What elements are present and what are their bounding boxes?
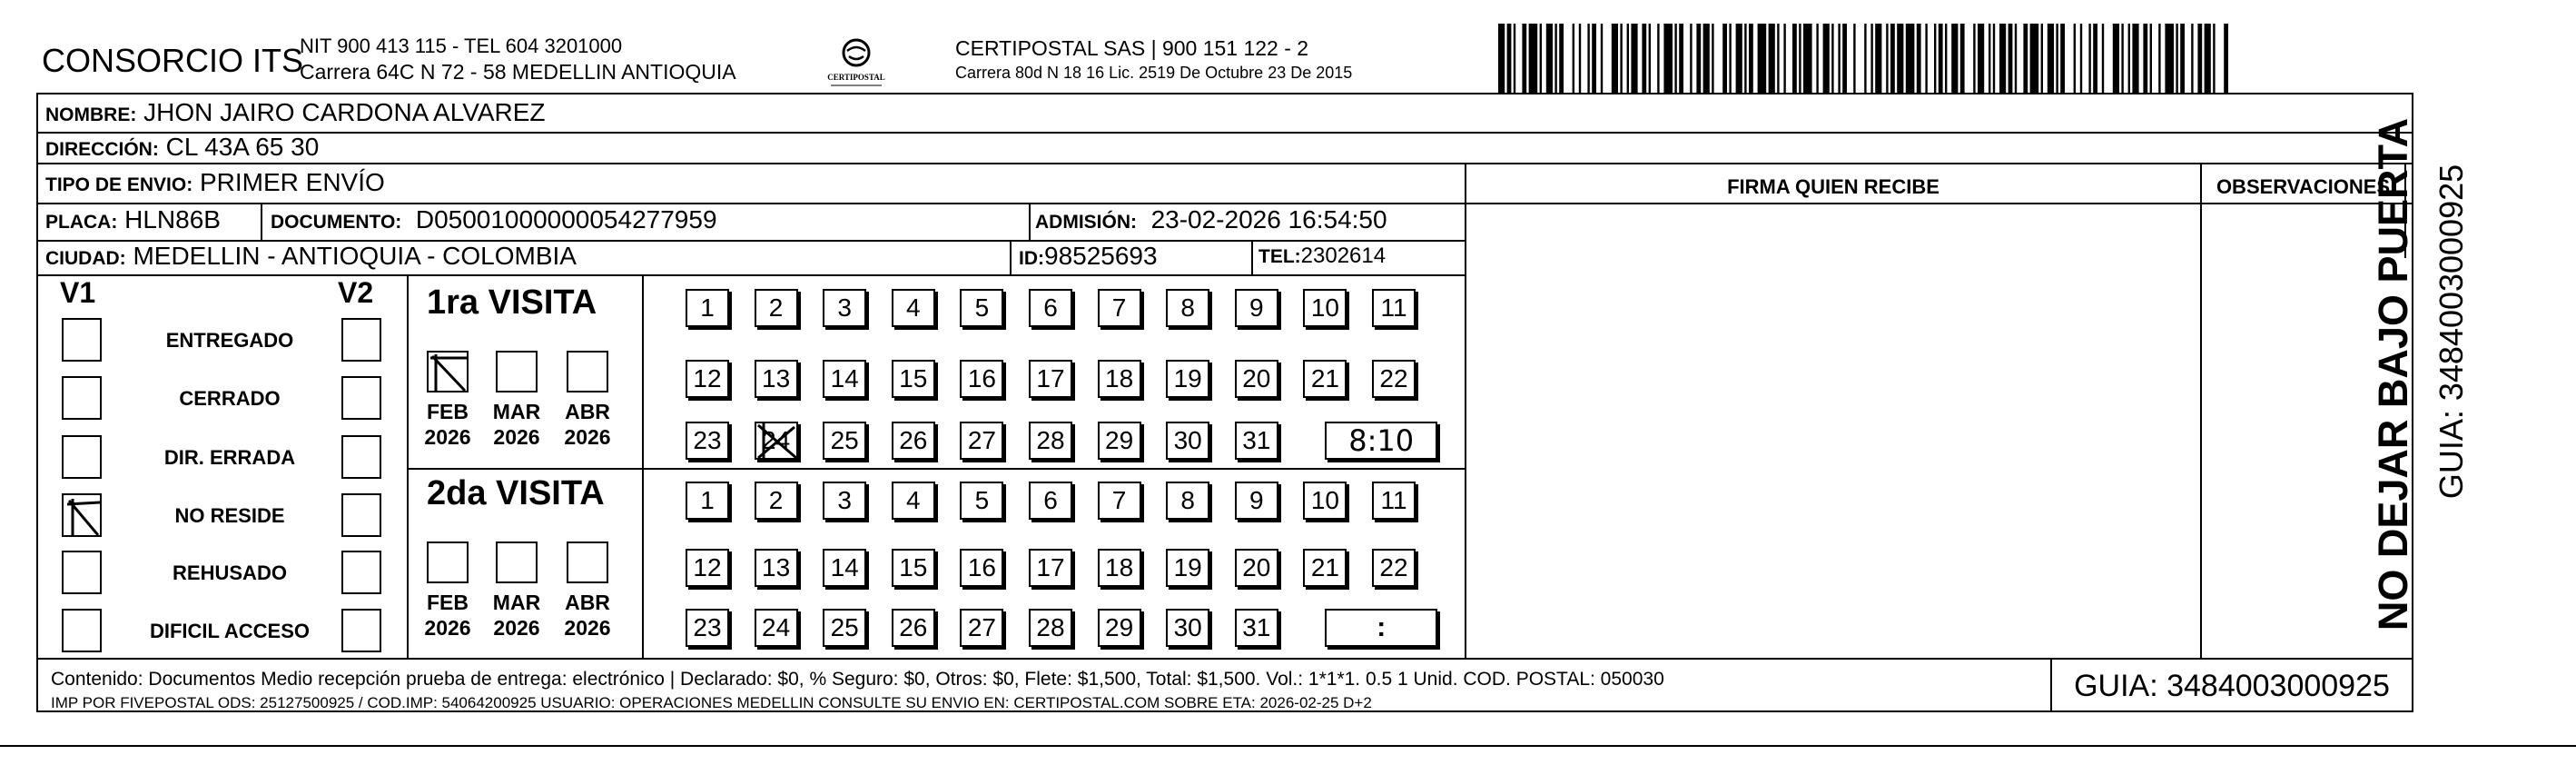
v2-checkbox[interactable] — [341, 609, 381, 652]
day-checkbox[interactable]: 17 — [1029, 549, 1072, 587]
day-checkbox[interactable]: 26 — [892, 422, 935, 460]
barcode-bar — [1875, 24, 1881, 93]
field-tel — [1258, 243, 1386, 269]
barcode-bar — [1799, 24, 1801, 93]
barcode-bar — [2213, 24, 2215, 93]
day-checkbox[interactable]: 2 — [755, 289, 798, 327]
month-label — [487, 590, 547, 641]
day-checkbox[interactable]: 5 — [960, 289, 1003, 327]
firma-heading: FIRMA QUIEN RECIBE — [1727, 175, 1939, 198]
month-year: 2026 — [564, 425, 611, 449]
barcode-bar — [1587, 24, 1589, 93]
day-checkbox[interactable]: 4 — [892, 289, 935, 327]
status-label: NO RESIDE — [174, 504, 285, 527]
field-direccion — [45, 133, 319, 162]
company-nit-phone: NIT 900 413 115 - TEL 604 3201000 — [300, 35, 623, 57]
observaciones-heading: OBSERVACIONES — [2216, 175, 2391, 198]
v1-checkbox[interactable] — [62, 376, 102, 420]
placa-value: HLN86B — [124, 205, 221, 233]
barcode-bar — [2088, 24, 2090, 93]
barcode-bar — [1674, 24, 1676, 93]
day-checkbox[interactable]: 5 — [960, 482, 1003, 520]
second-visit-title: 2da VISITA — [427, 474, 605, 512]
barcode-bar — [1712, 24, 1713, 93]
v2-checkbox[interactable] — [341, 551, 381, 594]
barcode-bar — [1792, 24, 1797, 93]
placa-label: PLACA: — [45, 212, 118, 233]
documento-label: DOCUMENTO: — [271, 212, 402, 233]
barcode-bar — [1498, 24, 1505, 93]
month-checkbox[interactable] — [567, 541, 608, 583]
barcode-bar — [2015, 24, 2017, 93]
day-checkbox[interactable]: 3 — [823, 289, 866, 327]
month-year: 2026 — [493, 425, 540, 449]
admision-value: 23-02-2026 16:54:50 — [1150, 205, 1387, 233]
month-name: ABR — [565, 591, 610, 614]
barcode-bar — [1945, 24, 1947, 93]
barcode-bar — [2008, 24, 2013, 93]
barcode-bar — [1722, 24, 1727, 93]
barcode-bar — [1612, 24, 1618, 93]
month-checkbox[interactable] — [496, 351, 538, 392]
barcode-bar — [2060, 24, 2065, 93]
day-checkbox[interactable]: 27 — [960, 609, 1003, 647]
barcode-bar — [1627, 24, 1629, 93]
month-name: MAR — [492, 400, 541, 423]
direccion-label: DIRECCIÓN: — [45, 139, 159, 160]
day-checkbox[interactable]: 16 — [960, 360, 1003, 398]
day-checkbox[interactable]: 23 — [686, 609, 729, 647]
carrier-name-nit: CERTIPOSTAL SAS | 900 151 122 - 2 — [955, 36, 1309, 60]
day-checkbox[interactable]: 26 — [892, 609, 935, 647]
day-checkbox[interactable]: 20 — [1235, 549, 1278, 587]
ciudad-value: MEDELLIN - ANTIOQUIA - COLOMBIA — [133, 242, 577, 270]
barcode-bar — [1870, 24, 1872, 93]
v2-checkbox[interactable] — [341, 318, 381, 362]
divider — [36, 163, 2413, 164]
day-checkbox[interactable]: 22 — [1372, 360, 1416, 398]
day-checkbox[interactable]: 6 — [1029, 482, 1072, 520]
day-checkbox[interactable]: 31 — [1235, 422, 1278, 460]
admision-label: ADMISIÓN: — [1035, 212, 1137, 233]
day-checkbox[interactable]: 24 — [755, 609, 798, 647]
month-checkbox[interactable] — [496, 541, 538, 583]
id-label: ID: — [1019, 248, 1044, 269]
barcode-bar — [1897, 24, 1903, 93]
barcode-bar — [1559, 24, 1564, 93]
day-checkbox[interactable]: 14 — [823, 549, 866, 587]
day-checkbox[interactable]: 4 — [892, 482, 935, 520]
barcode-bar — [1777, 24, 1779, 93]
barcode-bar — [2176, 24, 2177, 93]
barcode-bar — [1853, 24, 1855, 93]
day-checkbox[interactable]: 30 — [1166, 609, 1209, 647]
barcode-bar — [1769, 24, 1775, 93]
tipo-value: PRIMER ENVÍO — [199, 168, 385, 196]
status-label: CERRADO — [179, 387, 281, 410]
barcode-bar — [2023, 24, 2028, 93]
month-name: MAR — [492, 591, 541, 614]
status-label: ENTREGADO — [165, 329, 294, 352]
day-checkbox[interactable]: 28 — [1029, 422, 1072, 460]
field-nombre — [45, 98, 546, 127]
day-checkbox[interactable]: 14 — [823, 360, 866, 398]
month-label — [487, 399, 547, 450]
divider — [642, 274, 644, 658]
barcode-bar — [1951, 24, 1958, 93]
barcode-bar — [1690, 24, 1692, 93]
v1-checkbox[interactable] — [62, 435, 102, 479]
bottom-edge — [0, 745, 2576, 747]
field-placa — [45, 205, 221, 234]
barcode-bar — [1663, 24, 1673, 93]
day-checkbox[interactable]: 29 — [1098, 422, 1141, 460]
barcode-bar — [2113, 24, 2119, 93]
day-checkbox[interactable]: 18 — [1098, 549, 1141, 587]
barcode-bar — [1696, 24, 1701, 93]
certipostal-logo-icon — [811, 35, 902, 91]
day-checkbox[interactable]: 8 — [1166, 289, 1209, 327]
barcode-bar — [1934, 24, 1936, 93]
barcode-bar — [1507, 24, 1512, 93]
barcode-bar — [1831, 24, 1833, 93]
barcode-bar — [2056, 24, 2058, 93]
day-checkbox[interactable]: 9 — [1235, 482, 1278, 520]
day-checkbox[interactable]: 28 — [1029, 609, 1072, 647]
barcode-bar — [1823, 24, 1830, 93]
field-ciudad — [45, 242, 577, 271]
barcode-bar — [1554, 24, 1556, 93]
day-checkbox[interactable]: 23 — [686, 422, 729, 460]
v2-checkbox[interactable] — [341, 435, 381, 479]
barcode-bar — [1601, 24, 1603, 93]
barcode-bar — [1573, 24, 1574, 93]
day-checkbox[interactable]: 30 — [1166, 422, 1209, 460]
v1-checkbox[interactable] — [62, 551, 102, 594]
barcode-bar — [1514, 24, 1515, 93]
day-checkbox[interactable]: 9 — [1235, 289, 1278, 327]
day-checkbox[interactable]: 12 — [686, 360, 729, 398]
barcode-bar — [2143, 24, 2147, 93]
barcode-bar — [2224, 24, 2228, 93]
day-checkbox[interactable]: 27 — [960, 422, 1003, 460]
day-checkbox[interactable]: 20 — [1235, 360, 1278, 398]
day-checkbox[interactable]: 25 — [823, 609, 866, 647]
divider — [1010, 240, 1012, 274]
day-checkbox[interactable]: 10 — [1303, 482, 1347, 520]
barcode-bar — [1522, 24, 1526, 93]
visit-time-field[interactable]: : — [1325, 609, 1437, 647]
barcode-bar — [1973, 24, 1975, 93]
barcode-bar — [2205, 24, 2211, 93]
barcode-bar — [2093, 24, 2097, 93]
company-address: Carrera 64C N 72 - 58 MEDELLIN ANTIOQUIA — [300, 60, 736, 84]
barcode-bar — [1886, 24, 1888, 93]
ciudad-label: CIUDAD: — [45, 248, 126, 269]
month-label — [418, 590, 478, 641]
handwritten-cross-mark-icon — [755, 422, 800, 466]
divider — [1029, 203, 1031, 240]
v1-heading: V1 — [60, 276, 96, 309]
day-checkbox[interactable]: 19 — [1166, 360, 1209, 398]
logo-text: CERTIPOSTAL — [827, 73, 885, 82]
barcode-bar — [1960, 24, 1965, 93]
month-year: 2026 — [424, 425, 471, 449]
field-admision — [1035, 205, 1387, 234]
barcode-bar — [1592, 24, 1596, 93]
barcode-bar — [1579, 24, 1581, 93]
nombre-value: JHON JAIRO CARDONA ALVAREZ — [143, 98, 546, 126]
signature-area[interactable] — [1466, 204, 2200, 658]
barcode-bar — [1925, 24, 1927, 93]
v2-checkbox[interactable] — [341, 376, 381, 420]
carrier-address: Carrera 80d N 18 16 Lic. 2519 De Octubre 23 De 2015 — [955, 64, 1353, 82]
documento-value: D05001000000054277959 — [415, 205, 717, 233]
field-tipo-envio — [45, 168, 385, 197]
month-checkbox[interactable] — [427, 351, 469, 392]
side-guia-number: GUIA: 3484003000925 — [2433, 164, 2470, 500]
barcode-bar — [1649, 24, 1651, 93]
month-year: 2026 — [424, 616, 471, 640]
divider — [1251, 240, 1253, 274]
v2-checkbox[interactable] — [341, 493, 381, 537]
month-name: FEB — [427, 591, 469, 614]
v1-checkbox[interactable] — [62, 609, 102, 652]
handwritten-check-mark-icon — [64, 495, 104, 539]
day-checkbox[interactable]: 11 — [1372, 482, 1416, 520]
field-documento — [271, 205, 717, 234]
barcode-bar — [1540, 24, 1542, 93]
barcode-bar — [2041, 24, 2043, 93]
barcode-bar — [2102, 24, 2104, 93]
day-checkbox[interactable]: 7 — [1098, 482, 1141, 520]
barcode-bar — [2197, 24, 2202, 93]
day-checkbox[interactable]: 11 — [1372, 289, 1416, 327]
handwritten-check-mark-icon — [429, 353, 470, 394]
barcode-bar — [2030, 24, 2039, 93]
divider — [36, 132, 2413, 134]
day-checkbox[interactable]: 1 — [686, 289, 729, 327]
v1-checkbox[interactable] — [62, 318, 102, 362]
barcode-bar — [1838, 24, 1840, 93]
day-checkbox[interactable]: 16 — [960, 549, 1003, 587]
v2-heading: V2 — [338, 276, 374, 309]
barcode-bar — [1864, 24, 1866, 93]
barcode-bar — [1657, 24, 1659, 93]
barcode-bar — [1744, 24, 1746, 93]
day-checkbox[interactable]: 13 — [755, 360, 798, 398]
day-checkbox[interactable]: 22 — [1372, 549, 1416, 587]
barcode-bar — [1631, 24, 1637, 93]
barcode-bar — [2158, 24, 2160, 93]
day-checkbox[interactable]: 18 — [1098, 360, 1141, 398]
month-label — [558, 590, 617, 641]
month-name: ABR — [565, 400, 610, 423]
barcode-bar — [2080, 24, 2082, 93]
day-checkbox[interactable]: 12 — [686, 549, 729, 587]
barcode-bar — [1758, 24, 1767, 93]
barcode-bar — [1620, 24, 1622, 93]
barcode-bar — [1546, 24, 1553, 93]
v1-checkbox[interactable] — [62, 493, 102, 537]
day-checkbox[interactable]: 10 — [1303, 289, 1347, 327]
print-info: IMP POR FIVEPOSTAL ODS: 25127500925 / COD.IMP: 54064200925 USUARIO: OPERACIONES MEDELLIN CONSULTE SU ENVIO EN: CERTIPOSTAL.COM SOBRE ETA: 2026-02-25 D+2 — [51, 694, 1372, 711]
barcode-bar — [1978, 24, 1984, 93]
barcode-bar — [1703, 24, 1710, 93]
day-checkbox[interactable]: 15 — [892, 360, 935, 398]
barcode-bar — [1816, 24, 1818, 93]
day-checkbox[interactable]: 17 — [1029, 360, 1072, 398]
barcode-bar — [2128, 24, 2130, 93]
direccion-value: CL 43A 65 30 — [165, 133, 320, 161]
status-label: DIFICIL ACCESO — [149, 620, 310, 642]
divider — [261, 203, 262, 240]
day-checkbox[interactable]: 31 — [1235, 609, 1278, 647]
barcode-bar — [1993, 24, 1995, 93]
day-checkbox[interactable]: 21 — [1303, 549, 1347, 587]
month-name: FEB — [427, 400, 469, 423]
month-label — [418, 399, 478, 450]
company-name: CONSORCIO ITS — [42, 42, 304, 79]
day-checkbox[interactable]: 8 — [1166, 482, 1209, 520]
barcode-bar — [1642, 24, 1646, 93]
barcode-bar — [1529, 24, 1538, 93]
barcode-bar — [1999, 24, 2006, 93]
status-label: REHUSADO — [173, 561, 287, 584]
month-label — [558, 399, 617, 450]
month-checkbox[interactable] — [427, 541, 469, 583]
barcode-bar — [2165, 24, 2174, 93]
barcode-bar — [1729, 24, 1731, 93]
barcode-bar — [1736, 24, 1742, 93]
barcode-bar — [1679, 24, 1683, 93]
tel-label: TEL: — [1258, 246, 1301, 267]
status-label: DIR. ERRADA — [163, 446, 296, 469]
day-checkbox[interactable]: 13 — [755, 549, 798, 587]
barcode-bar — [1803, 24, 1812, 93]
barcode-bar — [2191, 24, 2193, 93]
tel-value: 2302614 — [1300, 243, 1387, 268]
barcode-bar — [1783, 24, 1785, 93]
day-checkbox[interactable]: 21 — [1303, 360, 1347, 398]
day-checkbox[interactable]: 15 — [892, 549, 935, 587]
day-checkbox[interactable]: 25 — [823, 422, 866, 460]
day-checkbox[interactable]: 7 — [1098, 289, 1141, 327]
visit-time-field[interactable]: 8:10 — [1325, 422, 1437, 460]
divider — [407, 468, 1466, 470]
barcode-bar — [2048, 24, 2054, 93]
day-checkbox[interactable]: 1 — [686, 482, 729, 520]
no-dejar-bajo-puerta-text: NO DEJAR BAJO PUERTA — [2370, 117, 2416, 631]
day-checkbox[interactable]: 29 — [1098, 609, 1141, 647]
divider — [407, 274, 409, 658]
nombre-label: NOMBRE: — [45, 104, 137, 125]
first-visit-title: 1ra VISITA — [427, 283, 597, 322]
barcode-bar — [1917, 24, 1921, 93]
day-checkbox[interactable]: 6 — [1029, 289, 1072, 327]
day-checkbox[interactable]: 3 — [823, 482, 866, 520]
barcode-bar — [1842, 24, 1847, 93]
month-year: 2026 — [493, 616, 540, 640]
day-checkbox[interactable]: 19 — [1166, 549, 1209, 587]
barcode-bar — [2180, 24, 2185, 93]
day-checkbox[interactable]: 2 — [755, 482, 798, 520]
barcode-image — [1498, 24, 2229, 93]
contents-summary: Contenido: Documentos Medio recepción prueba de entrega: electrónico | Declarado: $0, % Seguro: $0, Otros: $0, Flete: $1,500, Total: $1,500. Vol.: 1*1*1. 0.5 1 Unid. COD. POSTAL: 050030 — [51, 669, 1664, 690]
barcode-bar — [1939, 24, 1943, 93]
guia-number: GUIA: 3484003000925 — [2050, 660, 2412, 712]
barcode-bar — [1890, 24, 1895, 93]
divider — [36, 274, 1466, 276]
barcode-bar — [2074, 24, 2076, 93]
barcode-bar — [1906, 24, 1915, 93]
field-id — [1019, 242, 1158, 271]
month-checkbox[interactable] — [567, 351, 608, 392]
barcode-bar — [2121, 24, 2123, 93]
id-value: 98525693 — [1044, 242, 1158, 270]
tipo-label: TIPO DE ENVIO: — [45, 174, 193, 195]
month-year: 2026 — [564, 616, 611, 640]
barcode-bar — [1749, 24, 1753, 93]
barcode-bar — [2132, 24, 2138, 93]
barcode-bar — [2150, 24, 2152, 93]
barcode-bar — [1989, 24, 1990, 93]
day-checkbox[interactable]: 24 — [755, 422, 798, 460]
